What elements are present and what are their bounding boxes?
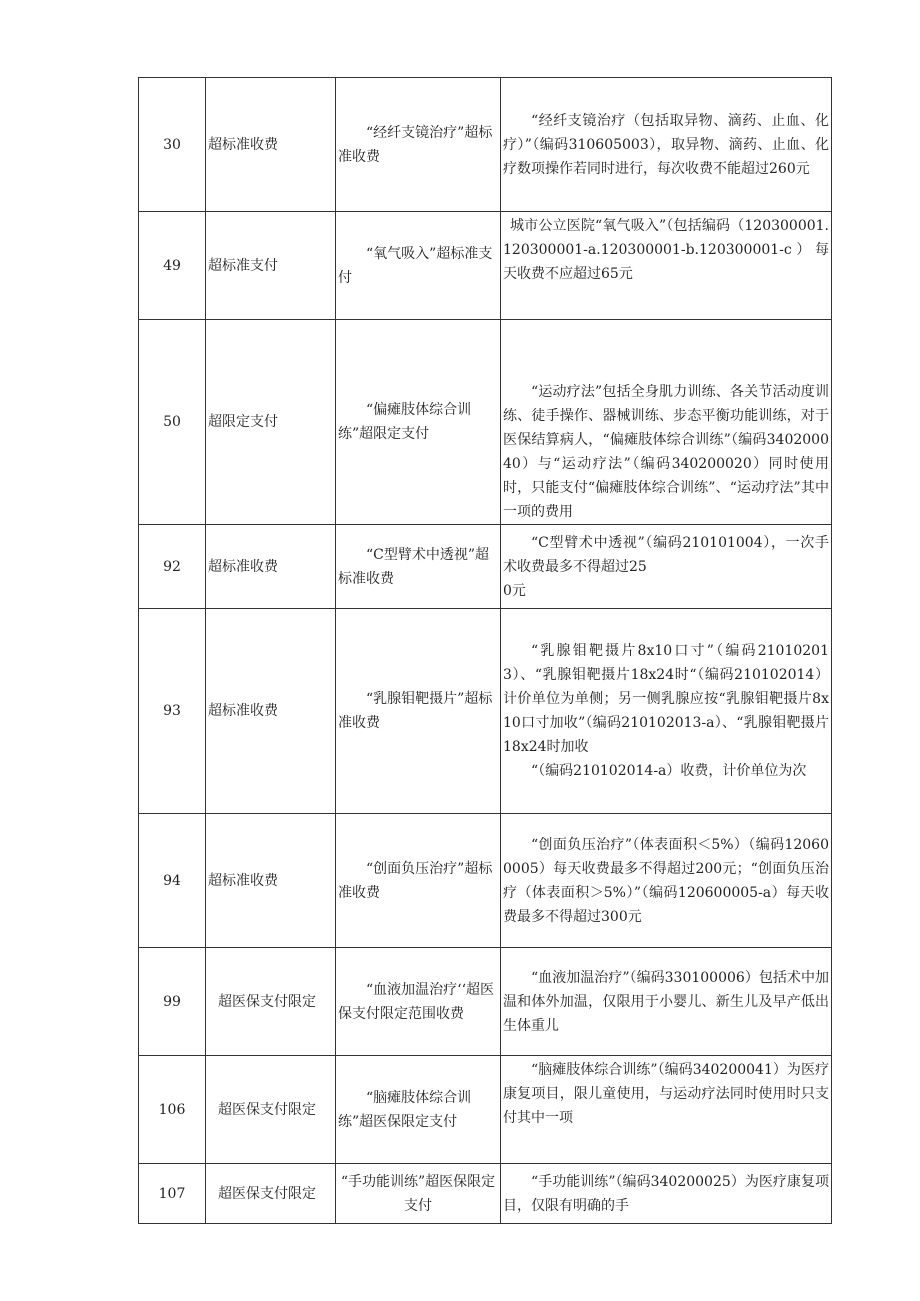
- row-number: 92: [139, 525, 206, 609]
- row-number: 49: [139, 212, 206, 320]
- row-number: 106: [139, 1056, 206, 1164]
- description-line: 城市公立医院“氧气吸入”（包括编码（120300001.120300001-a.120300001-b.120300001-c）每天收费不应超过65元: [503, 218, 829, 282]
- table-row: [139, 814, 832, 948]
- violation-category: 超医保支付限定: [206, 948, 336, 1056]
- description-line: “血液加温治疗”（编码330100006）包括术中加温和体外加温，仅限用于小婴儿、新生儿及早产低出生体重儿: [503, 969, 829, 1034]
- violation-item: “氧气吸入”超标准支付: [336, 212, 501, 320]
- description-line: “经纤支镜治疗（包括取异物、滴药、止血、化疗）”（编码310605003），取异物、滴药、止血、化疗数项操作若同时进行，每次收费不能超过260元: [503, 112, 829, 177]
- violation-category: 超医保支付限定: [206, 1056, 336, 1164]
- table-row: [139, 1056, 832, 1164]
- violation-category: 超标准收费: [206, 525, 336, 609]
- violation-category: 超医保支付限定: [206, 1164, 336, 1224]
- violation-category: 超标准收费: [206, 78, 336, 212]
- table-row: [139, 948, 832, 1056]
- violation-description: [501, 1164, 832, 1224]
- description-line: “创面负压治疗”（体表面积＜5%）（编码120600005）每天收费最多不得超过200元；“创面负压治疗（体表面积＞5%）”（编码120600005-a）每天收费最多不得超过300元: [503, 836, 829, 925]
- description-line: “C型臂术中透视”（编码210101004），一次手术收费最多不得超过25: [503, 534, 829, 575]
- row-number: 93: [139, 609, 206, 814]
- description-line: 0元: [503, 582, 526, 599]
- violation-description: [501, 320, 832, 525]
- violation-description: [501, 1056, 832, 1164]
- violation-item: “乳腺钼靶摄片”超标准收费: [336, 609, 501, 814]
- row-number: 99: [139, 948, 206, 1056]
- violation-description: [501, 609, 832, 814]
- violation-item: “血液加温治疗‘‘超医保支付限定范围收费: [336, 948, 501, 1056]
- table-row: [139, 78, 832, 212]
- row-number: 30: [139, 78, 206, 212]
- table-row: [139, 525, 832, 609]
- description-line: “手功能训练”（编码340200025）为医疗康复项目，仅限有明确的手: [503, 1173, 829, 1214]
- violation-description: [501, 78, 832, 212]
- violation-category: 超标准支付: [206, 212, 336, 320]
- description-line: “乳腺钼靶摄片8x10口寸”（编码210102013）、“乳腺钼靶摄片18x24时“（编码210102014）计价单位为单侧；另一侧乳腺应按“乳腺钼靶摄片8x10口寸加收”（编码210102013-a）、“乳腺钼靶摄片18x24时加收: [503, 643, 829, 755]
- description-line: “脑瘫肢体综合训练”（编码340200041）为医疗康复项目，限儿童使用，与运动疗法同时使用时只支付其中一项: [503, 1062, 829, 1126]
- table-row: [139, 212, 832, 320]
- violation-item: “创面负压治疗”超标准收费: [336, 814, 501, 948]
- violation-item: “经纤支镜治疗”超标准收费: [336, 78, 501, 212]
- violation-item: “偏瘫肢体综合训练”超限定支付: [336, 320, 501, 525]
- violation-description: [501, 212, 832, 320]
- fee-violation-table: [138, 77, 832, 1224]
- violation-item: “脑瘫肢体综合训练”超医保限定支付: [336, 1056, 501, 1164]
- table-row: [139, 1164, 832, 1224]
- table-row: [139, 320, 832, 525]
- description-line: “（编码210102014-a）收费，计价单位为次: [531, 763, 807, 779]
- violation-item: “C型臂术中透视”超标准收费: [336, 525, 501, 609]
- violation-item: “手功能训练”超医保限定支付: [336, 1164, 501, 1224]
- description-line: “运动疗法”包括全身肌力训练、各关节活动度训练、徒手操作、器械训练、步态平衡功能训练，对于医保结算病人，“偏瘫肢体综合训练”（编码340200040）与“运动疗法”（编码340200020）同时使用时，只能支付“偏瘫肢体综合训练”、“运动疗法”其中一项的费用: [503, 384, 829, 520]
- violation-description: [501, 525, 832, 609]
- row-number: 94: [139, 814, 206, 948]
- violation-description: [501, 814, 832, 948]
- row-number: 50: [139, 320, 206, 525]
- violation-category: 超限定支付: [206, 320, 336, 525]
- violation-category: 超标准收费: [206, 609, 336, 814]
- row-number: 107: [139, 1164, 206, 1224]
- violation-category: 超标准收费: [206, 814, 336, 948]
- violation-description: [501, 948, 832, 1056]
- table-row: [139, 609, 832, 814]
